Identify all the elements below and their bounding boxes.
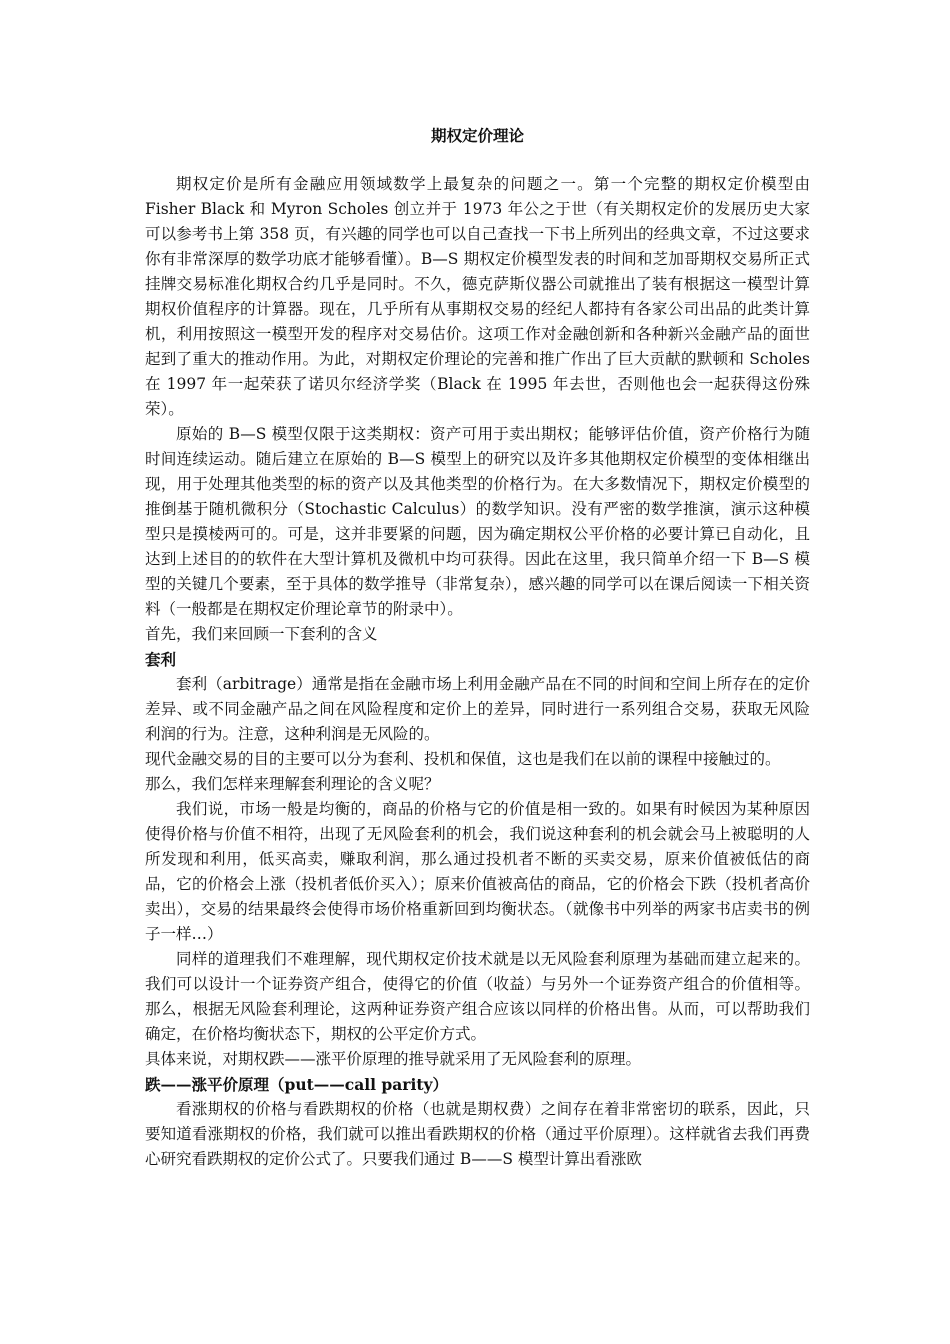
paragraph-put-call-relationship: 看涨期权的价格与看跌期权的价格（也就是期权费）之间存在着非常密切的联系，因此，只要知道看涨期权的价格，我们就可以推出看跌期权的价格（通过平价原理）。这样就省去我们再费心研究看跌期权的定价公式了。只要我们通过 B——S 模型计算出看涨欧: [145, 1100, 810, 1168]
paragraph-arbitrage-question: 那么，我们怎样来理解套利理论的含义呢？: [145, 775, 440, 793]
section-heading-put-call-parity: 跌——涨平价原理（put——call parity）: [145, 1075, 449, 1094]
document-body: [145, 122, 810, 1172]
paragraph-bs-model-scope: 原始的 B—S 模型仅限于这类期权：资产可用于卖出期权；能够评估价值，资产价格行为随时间连续运动。随后建立在原始的 B—S 模型上的研究以及许多其他期权定价模型的变体相继出现，用于处理其他类型的标的资产以及其他类型的价格行为。在大多数情况下，期权定价模型的推倒基于随机微积分（Stochastic Calculus）的数学知识。没有严密的数学推演，演示这种模型只是摸棱两可的。可是，这并非要紧的问题，因为确定期权公平价格的必要计算已自动化，且达到上述目的的软件在大型计算机及微机中均可获得。因此在这里，我只简单介绍一下 B—S 模型的关键几个要素，至于具体的数学推导（非常复杂），感兴趣的同学可以在课后阅读一下相关资料（一般都是在期权定价理论章节的附录中）。: [145, 425, 810, 618]
document-title: 期权定价理论: [430, 126, 524, 145]
section-heading-arbitrage: 套利: [145, 650, 177, 669]
paragraph-arbitrage-intro: 首先，我们来回顾一下套利的含义: [145, 625, 378, 643]
paragraph-trading-purposes: 现代金融交易的目的主要可以分为套利、投机和保值，这也是我们在以前的课程中接触过的。: [145, 750, 781, 768]
paragraph-arbitrage-definition: 套利（arbitrage）通常是指在金融市场上利用金融产品在不同的时间和空间上所存在的定价差异、或不同金融产品之间在风险程度和定价上的差异，同时进行一系列组合交易，获取无风险利润的行为。注意，这种利润是无风险的。: [145, 675, 810, 743]
paragraph-bs-history: 期权定价是所有金融应用领域数学上最复杂的问题之一。第一个完整的期权定价模型由 Fisher Black 和 Myron Scholes 创立并于 1973 年公之于世（有关期权定价的发展历史大家可以参考书上第 358 页，有兴趣的同学也可以自己查找一下书上所列出的经典文章，不过这要求你有非常深厚的数学功底才能够看懂）。B—S 期权定价模型发表的时间和芝加哥期权交易所正式挂牌交易标准化期权合约几乎是同时。不久，德克萨斯仪器公司就推出了装有根据这一模型计算期权价值程序的计算器。现在，几乎所有从事期权交易的经纪人都持有各家公司出品的此类计算机，利用按照这一模型开发的程序对交易估价。这项工作对金融创新和各种新兴金融产品的面世起到了重大的推动作用。为此，对期权定价理论的完善和推广作出了巨大贡献的默顿和 Scholes 在 1997 年一起荣获了诺贝尔经济学奖（Black 在 1995 年去世，否则他也会一起获得这份殊荣）。: [145, 175, 810, 418]
paragraph-parity-intro: 具体来说，对期权跌——涨平价原理的推导就采用了无风险套利的原理。: [145, 1050, 642, 1068]
paragraph-market-equilibrium: 我们说，市场一般是均衡的，商品的价格与它的价值是相一致的。如果有时候因为某种原因使得价格与价值不相符，出现了无风险套利的机会，我们说这种套利的机会就会马上被聪明的人所发现和利用，低买高卖，赚取利润，那么通过投机者不断的买卖交易，原来价值被低估的商品，它的价格会上涨（投机者低价买入）；原来价值被高估的商品，它的价格会下跌（投机者高价卖出），交易的结果最终会使得市场价格重新回到均衡状态。（就像书中列举的两家书店卖书的例子一样…）: [145, 800, 810, 943]
paragraph-portfolio-pricing: 同样的道理我们不难理解，现代期权定价技术就是以无风险套利原理为基础而建立起来的。我们可以设计一个证券资产组合，使得它的价值（收益）与另外一个证券资产组合的价值相等。那么，根据无风险套利理论，这两种证券资产组合应该以同样的价格出售。从而，可以帮助我们确定，在价格均衡状态下，期权的公平定价方式。: [145, 950, 810, 1043]
